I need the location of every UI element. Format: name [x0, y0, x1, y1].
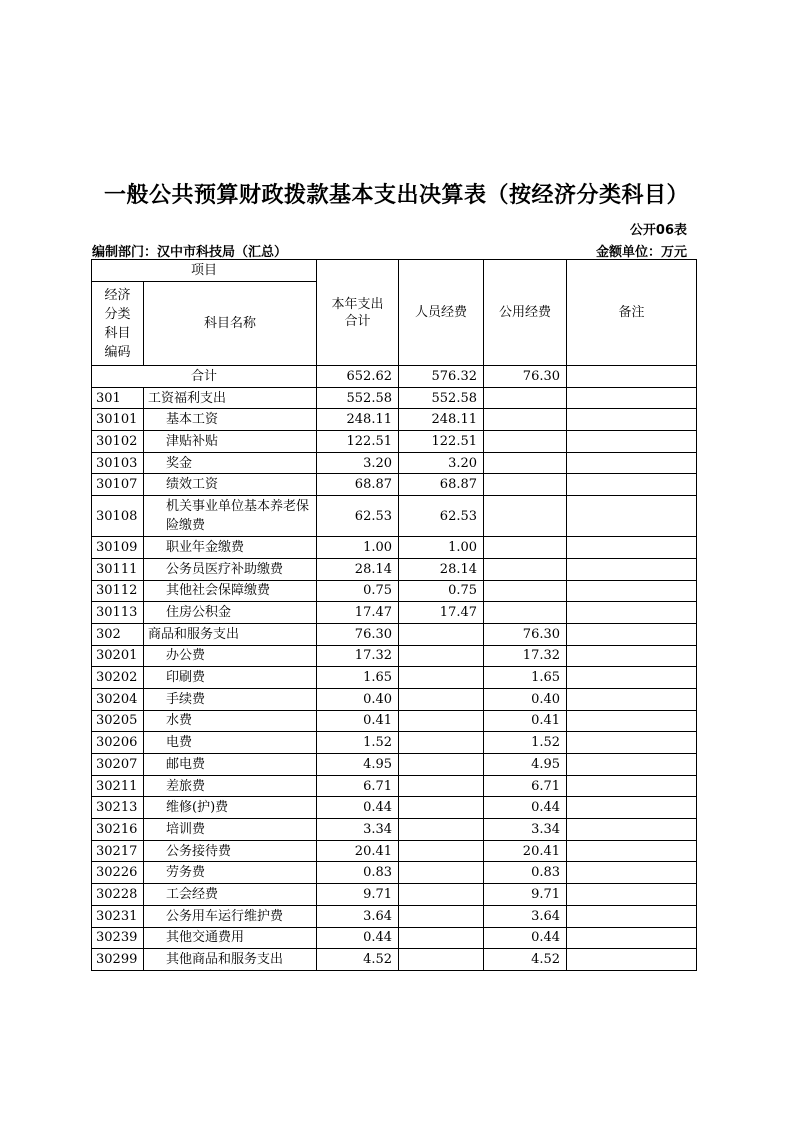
- row-personnel: 248.11: [399, 409, 484, 431]
- row-public: 3.64: [484, 905, 567, 927]
- department-label: 编制部门：汉中市科技局（汇总）: [92, 245, 288, 260]
- row-total: 0.44: [317, 797, 399, 819]
- row-remark: [567, 927, 697, 949]
- row-remark: [567, 558, 697, 580]
- row-name: 邮电费: [144, 754, 317, 776]
- row-name: 公务用车运行维护费: [144, 905, 317, 927]
- row-name: 其他商品和服务支出: [144, 949, 317, 971]
- row-remark: [567, 797, 697, 819]
- row-remark: [567, 840, 697, 862]
- row-remark: [567, 474, 697, 496]
- row-remark: [567, 496, 697, 537]
- row-name: 水费: [144, 710, 317, 732]
- row-remark: [567, 667, 697, 689]
- total-amount: 652.62: [317, 366, 399, 388]
- row-code: 30213: [92, 797, 144, 819]
- row-public: 0.40: [484, 688, 567, 710]
- table-row: [92, 623, 697, 645]
- row-remark: [567, 537, 697, 559]
- table-row: [92, 580, 697, 602]
- table-row: [92, 667, 697, 689]
- row-personnel: [399, 710, 484, 732]
- table-row: [92, 840, 697, 862]
- row-personnel: [399, 732, 484, 754]
- row-total: 3.64: [317, 905, 399, 927]
- header-remark: 备注: [567, 260, 697, 366]
- row-public: [484, 496, 567, 537]
- row-name: 奖金: [144, 452, 317, 474]
- row-code: 30201: [92, 645, 144, 667]
- header-total: 本年支出合计: [317, 260, 399, 366]
- row-code: 30228: [92, 884, 144, 906]
- row-name: 公务员医疗补助缴费: [144, 558, 317, 580]
- table-row: [92, 602, 697, 624]
- row-remark: [567, 819, 697, 841]
- row-total: 248.11: [317, 409, 399, 431]
- row-public: 20.41: [484, 840, 567, 862]
- row-public: 3.34: [484, 819, 567, 841]
- row-code: 30108: [92, 496, 144, 537]
- row-personnel: [399, 667, 484, 689]
- row-public: 4.52: [484, 949, 567, 971]
- row-remark: [567, 409, 697, 431]
- row-public: 1.52: [484, 732, 567, 754]
- row-remark: [567, 602, 697, 624]
- row-code: 30226: [92, 862, 144, 884]
- table-row: [92, 862, 697, 884]
- row-total: 0.40: [317, 688, 399, 710]
- row-name: 其他交通费用: [144, 927, 317, 949]
- row-personnel: [399, 623, 484, 645]
- row-personnel: [399, 775, 484, 797]
- row-public: [484, 558, 567, 580]
- row-personnel: 28.14: [399, 558, 484, 580]
- expenditure-table: [91, 259, 697, 971]
- row-total: 1.52: [317, 732, 399, 754]
- row-remark: [567, 387, 697, 409]
- row-public: [484, 537, 567, 559]
- row-public: [484, 580, 567, 602]
- row-code: 30204: [92, 688, 144, 710]
- row-public: 9.71: [484, 884, 567, 906]
- row-total: 1.00: [317, 537, 399, 559]
- row-public: 0.44: [484, 927, 567, 949]
- row-public: 0.44: [484, 797, 567, 819]
- row-name: 印刷费: [144, 667, 317, 689]
- row-personnel: [399, 754, 484, 776]
- row-name: 手续费: [144, 688, 317, 710]
- row-personnel: [399, 688, 484, 710]
- row-remark: [567, 645, 697, 667]
- row-name: 工会经费: [144, 884, 317, 906]
- row-personnel: 0.75: [399, 580, 484, 602]
- row-public: 0.41: [484, 710, 567, 732]
- row-name: 办公费: [144, 645, 317, 667]
- row-remark: [567, 775, 697, 797]
- row-code: 30239: [92, 927, 144, 949]
- row-code: 302: [92, 623, 144, 645]
- row-personnel: [399, 927, 484, 949]
- row-personnel: [399, 645, 484, 667]
- total-public: 76.30: [484, 366, 567, 388]
- row-code: 301: [92, 387, 144, 409]
- row-total: 552.58: [317, 387, 399, 409]
- row-code: 30202: [92, 667, 144, 689]
- row-code: 30113: [92, 602, 144, 624]
- table-row: [92, 927, 697, 949]
- row-personnel: 68.87: [399, 474, 484, 496]
- row-code: 30103: [92, 452, 144, 474]
- row-total: 28.14: [317, 558, 399, 580]
- unit-label: 金额单位：万元: [595, 245, 687, 260]
- row-code: 30107: [92, 474, 144, 496]
- table-number: 公开06表: [629, 223, 687, 238]
- row-total: 4.52: [317, 949, 399, 971]
- row-code: 30207: [92, 754, 144, 776]
- row-remark: [567, 884, 697, 906]
- row-total: 76.30: [317, 623, 399, 645]
- row-total: 9.71: [317, 884, 399, 906]
- table-row: [92, 688, 697, 710]
- row-remark: [567, 431, 697, 453]
- table-row: [92, 387, 697, 409]
- table-row: [92, 558, 697, 580]
- row-public: 0.83: [484, 862, 567, 884]
- row-total: 6.71: [317, 775, 399, 797]
- row-remark: [567, 623, 697, 645]
- table-row: [92, 949, 697, 971]
- row-total: 0.41: [317, 710, 399, 732]
- row-personnel: 17.47: [399, 602, 484, 624]
- row-remark: [567, 862, 697, 884]
- table-row: [92, 645, 697, 667]
- table-row: [92, 905, 697, 927]
- row-code: 30109: [92, 537, 144, 559]
- row-code: 30112: [92, 580, 144, 602]
- row-remark: [567, 905, 697, 927]
- row-name: 基本工资: [144, 409, 317, 431]
- row-code: 30111: [92, 558, 144, 580]
- row-remark: [567, 580, 697, 602]
- header-public: 公用经费: [484, 260, 567, 366]
- row-public: 6.71: [484, 775, 567, 797]
- table-row: [92, 732, 697, 754]
- row-total: 0.75: [317, 580, 399, 602]
- row-personnel: 62.53: [399, 496, 484, 537]
- row-personnel: [399, 840, 484, 862]
- row-public: [484, 474, 567, 496]
- row-total: 1.65: [317, 667, 399, 689]
- row-remark: [567, 452, 697, 474]
- row-remark: [567, 754, 697, 776]
- header-personnel: 人员经费: [399, 260, 484, 366]
- row-personnel: [399, 819, 484, 841]
- row-total: 0.44: [317, 927, 399, 949]
- row-name: 培训费: [144, 819, 317, 841]
- row-name: 商品和服务支出: [144, 623, 317, 645]
- row-personnel: [399, 949, 484, 971]
- row-personnel: 1.00: [399, 537, 484, 559]
- table-row: [92, 884, 697, 906]
- table-row: [92, 474, 697, 496]
- row-public: [484, 409, 567, 431]
- row-remark: [567, 949, 697, 971]
- row-public: [484, 452, 567, 474]
- row-code: 30299: [92, 949, 144, 971]
- table-row: [92, 496, 697, 537]
- row-remark: [567, 688, 697, 710]
- row-public: 1.65: [484, 667, 567, 689]
- row-public: [484, 431, 567, 453]
- row-code: 30211: [92, 775, 144, 797]
- row-code: 30206: [92, 732, 144, 754]
- total-label: 合计: [92, 366, 317, 388]
- row-total: 62.53: [317, 496, 399, 537]
- row-code: 30216: [92, 819, 144, 841]
- table-row: [92, 409, 697, 431]
- row-total: 3.20: [317, 452, 399, 474]
- row-personnel: [399, 905, 484, 927]
- table-row: [92, 537, 697, 559]
- row-name: 劳务费: [144, 862, 317, 884]
- row-remark: [567, 732, 697, 754]
- table-row: [92, 819, 697, 841]
- header-code: 经济分类科目编码: [92, 282, 144, 366]
- row-name: 住房公积金: [144, 602, 317, 624]
- row-code: 30102: [92, 431, 144, 453]
- header-name: 科目名称: [144, 282, 317, 366]
- row-personnel: 122.51: [399, 431, 484, 453]
- row-personnel: [399, 884, 484, 906]
- row-personnel: 552.58: [399, 387, 484, 409]
- row-personnel: [399, 797, 484, 819]
- row-public: [484, 387, 567, 409]
- row-name: 机关事业单位基本养老保险缴费: [144, 496, 317, 537]
- row-name: 电费: [144, 732, 317, 754]
- row-name: 差旅费: [144, 775, 317, 797]
- table-row: [92, 452, 697, 474]
- table-row: [92, 775, 697, 797]
- row-name: 公务接待费: [144, 840, 317, 862]
- row-name: 津贴补贴: [144, 431, 317, 453]
- table-row: [92, 754, 697, 776]
- row-code: 30205: [92, 710, 144, 732]
- row-total: 68.87: [317, 474, 399, 496]
- total-row: [92, 366, 697, 388]
- row-name: 绩效工资: [144, 474, 317, 496]
- row-total: 0.83: [317, 862, 399, 884]
- table-row: [92, 710, 697, 732]
- row-total: 3.34: [317, 819, 399, 841]
- row-total: 17.32: [317, 645, 399, 667]
- row-name: 维修(护)费: [144, 797, 317, 819]
- table-row: [92, 431, 697, 453]
- table-row: [92, 797, 697, 819]
- row-code: 30101: [92, 409, 144, 431]
- row-name: 其他社会保障缴费: [144, 580, 317, 602]
- row-name: 工资福利支出: [144, 387, 317, 409]
- row-code: 30217: [92, 840, 144, 862]
- row-remark: [567, 710, 697, 732]
- header-project: 项目: [92, 260, 317, 282]
- row-personnel: 3.20: [399, 452, 484, 474]
- total-remark: [567, 366, 697, 388]
- row-code: 30231: [92, 905, 144, 927]
- row-total: 122.51: [317, 431, 399, 453]
- row-public: 4.95: [484, 754, 567, 776]
- total-personnel: 576.32: [399, 366, 484, 388]
- row-total: 20.41: [317, 840, 399, 862]
- row-public: 76.30: [484, 623, 567, 645]
- row-personnel: [399, 862, 484, 884]
- row-public: 17.32: [484, 645, 567, 667]
- row-total: 17.47: [317, 602, 399, 624]
- row-public: [484, 602, 567, 624]
- page-title: 一般公共预算财政拨款基本支出决算表（按经济分类科目）: [103, 183, 689, 208]
- row-name: 职业年金缴费: [144, 537, 317, 559]
- row-total: 4.95: [317, 754, 399, 776]
